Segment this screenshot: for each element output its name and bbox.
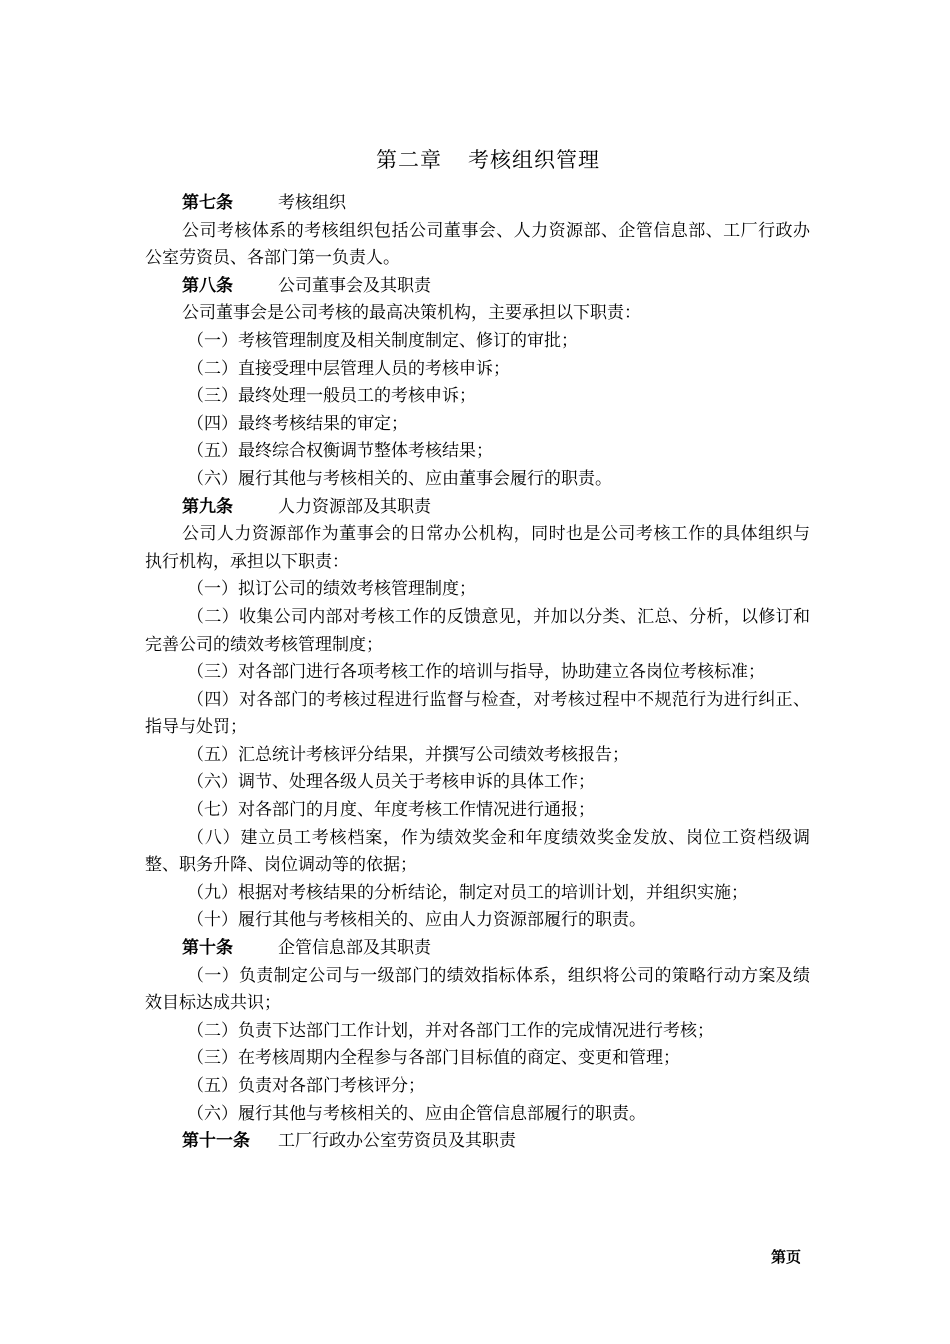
- list-item: （九）根据对考核结果的分析结论，制定对员工的培训计划，并组织实施；: [187, 882, 748, 903]
- list-item: （二）收集公司内部对考核工作的反馈意见，并加以分类、汇总、分析，以修订和完善公司的绩效考核管理制度；: [145, 606, 810, 655]
- list-item: （三）最终处理一般员工的考核申诉；: [187, 386, 476, 407]
- article-title: 工厂行政办公室劳资员及其职责: [278, 1131, 516, 1152]
- list-item: （五）最终综合权衡调节整体考核结果；: [187, 441, 493, 462]
- list-item: （二）负责下达部门工作计划，并对各部门工作的完成情况进行考核；: [187, 1020, 714, 1041]
- list-item: （六）履行其他与考核相关的、应由企管信息部履行的职责。: [187, 1103, 646, 1124]
- article-title: 公司董事会及其职责: [278, 275, 431, 296]
- list-item: （三）在考核周期内全程参与各部门目标值的商定、变更和管理；: [187, 1048, 680, 1069]
- list-item: （六）调节、处理各级人员关于考核申诉的具体工作；: [187, 772, 595, 793]
- list-item: （一）拟订公司的绩效考核管理制度；: [187, 579, 476, 600]
- page-number: 第页: [771, 1248, 802, 1266]
- article-title: 考核组织: [278, 193, 346, 213]
- list-item: （六）履行其他与考核相关的、应由董事会履行的职责。: [187, 468, 612, 489]
- article-11-heading: [145, 1128, 810, 1156]
- list-item: （四）对各部门的考核过程进行监督与检查，对考核过程中不规范行为进行纠正、指导与处罚；: [145, 689, 810, 738]
- list-item: （七）对各部门的月度、年度考核工作情况进行通报；: [187, 800, 595, 821]
- article-title: 企管信息部及其职责: [278, 938, 431, 959]
- article-label: 第十一条: [182, 1131, 250, 1152]
- article-7-text: 公司考核体系的考核组织包括公司董事会、人力资源部、企管信息部、工厂行政办公室劳资员、各部门第一负责人。: [145, 220, 810, 269]
- list-item: （八）建立员工考核档案，作为绩效奖金和年度绩效奖金发放、岗位工资档级调整、职务升降、岗位调动等的依据；: [145, 827, 810, 876]
- article-label: 第八条: [182, 275, 233, 296]
- article-label: 第七条: [182, 193, 233, 213]
- list-item: （一）负责制定公司与一级部门的绩效指标体系，组织将公司的策略行动方案及绩效目标达成共识；: [145, 965, 810, 1014]
- list-item: （四）最终考核结果的审定；: [187, 413, 408, 434]
- document-body: [145, 190, 810, 1156]
- article-8-intro: 公司董事会是公司考核的最高决策机构，主要承担以下职责：: [182, 303, 641, 324]
- chapter-number: 第二章: [376, 148, 442, 172]
- chapter-title: 考核组织管理: [468, 148, 600, 172]
- list-item: （十）履行其他与考核相关的、应由人力资源部履行的职责。: [187, 910, 646, 931]
- article-title: 人力资源部及其职责: [278, 496, 431, 517]
- list-item: （一）考核管理制度及相关制度制定、修订的审批；: [187, 330, 578, 351]
- article-label: 第十条: [182, 938, 233, 959]
- article-9-heading: [145, 494, 810, 522]
- article-9-intro: 公司人力资源部作为董事会的日常办公机构，同时也是公司考核工作的具体组织与执行机构，承担以下职责：: [145, 524, 810, 572]
- article-8-heading: [145, 273, 810, 301]
- list-item: （五）汇总统计考核评分结果，并撰写公司绩效考核报告；: [187, 744, 629, 765]
- list-item: （五）负责对各部门考核评分；: [187, 1076, 425, 1096]
- chapter-heading: [0, 144, 950, 174]
- list-item: （三）对各部门进行各项考核工作的培训与指导，协助建立各岗位考核标准；: [187, 662, 765, 683]
- list-item: （二）直接受理中层管理人员的考核申诉；: [187, 358, 510, 379]
- article-label: 第九条: [182, 496, 233, 517]
- article-7-heading: [145, 190, 810, 218]
- article-10-heading: [145, 935, 810, 963]
